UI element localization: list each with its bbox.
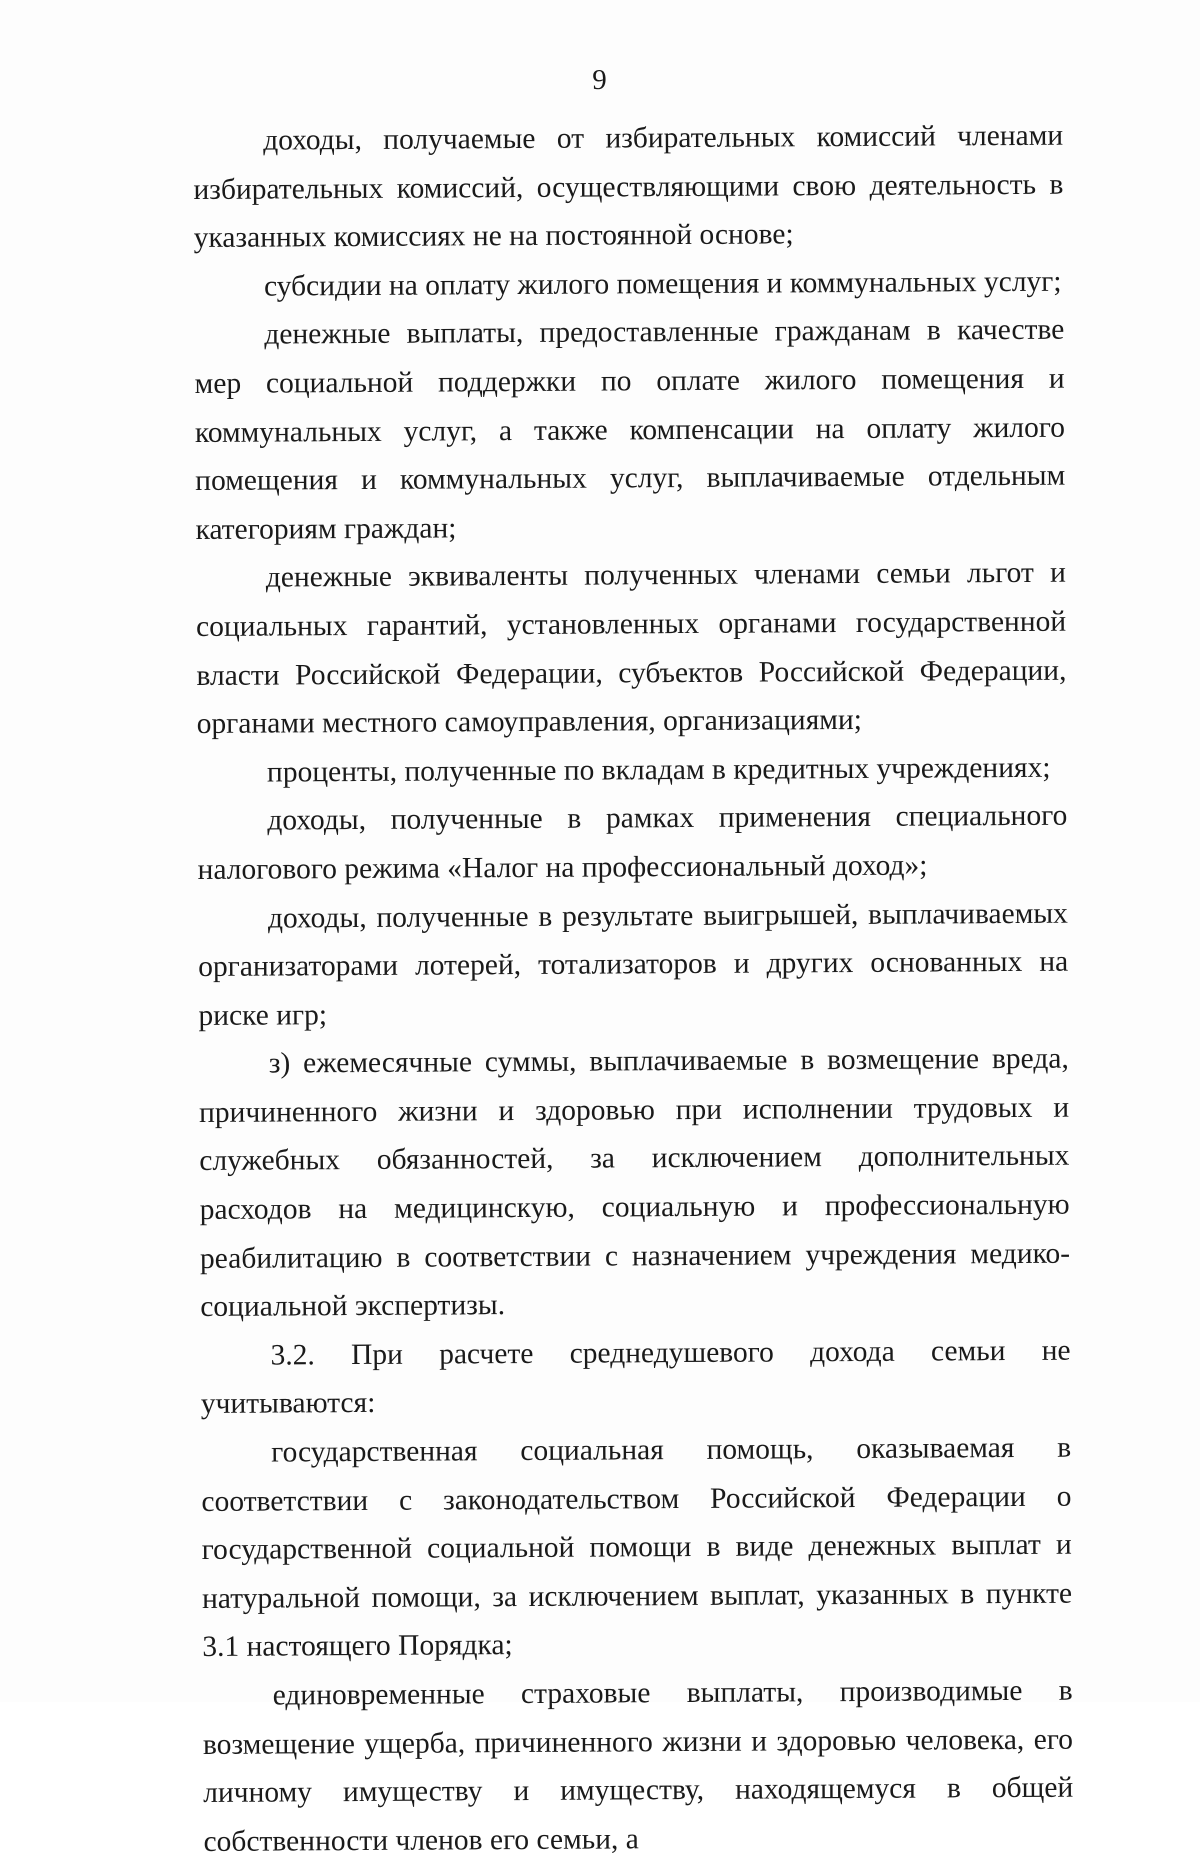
paragraph-cash-payments-housing: денежные выплаты, предоставленные гражданам в качестве мер социальной поддержки по оплате жилого помещения и коммунальных услуг, а также компенсации на оплату жилого помещения и коммунальных услуг, выплачиваемые отдельным категориям граждан; bbox=[194, 314, 1066, 546]
paragraph-state-social-assistance: государственная социальная помощь, оказываемая в соответствии с законодательством Российской Федерации о государственной социальной помощи в виде денежных выплат и натуральной помощи, за исключением выплат, указанных в пункте 3.1 настоящего Порядка; bbox=[201, 1431, 1073, 1664]
paragraph-professional-income-tax: доходы, полученные в рамках применения специального налогового режима «Налог на профессиональный доход»; bbox=[197, 799, 1068, 886]
paragraph-election-commission-income: доходы, получаемые от избирательных комиссий членами избирательных комиссий, осуществляющими свою деятельность в указанных комиссиях не на постоянной основе; bbox=[193, 119, 1064, 255]
paragraph-housing-subsidies: субсидии на оплату жилого помещения и коммунальных услуг; bbox=[263, 265, 1062, 303]
paragraph-benefit-equivalents: денежные эквиваленты полученных членами семьи льгот и социальных гарантий, установленных органами государственной власти Российской Федерации, субъектов Российской Федерации, органами местного самоуправления, организациями; bbox=[196, 557, 1067, 741]
paragraph-lottery-winnings: доходы, полученные в результате выигрышей, выплачиваемых организаторами лотерей, тотализаторов и других основанных на риске игр; bbox=[198, 897, 1069, 1032]
paragraph-deposit-interest: проценты, полученные по вкладам в кредитных учреждениях; bbox=[266, 751, 1051, 789]
page-number: 9 bbox=[592, 64, 608, 96]
body-text bbox=[193, 112, 1074, 1866]
paragraph-insurance-payments: единовременные страховые выплаты, производимые в возмещение ущерба, причиненного жизни и здоровью человека, его личному имуществу и имуществу, находящемуся в общей собственности членов его семьи, а bbox=[202, 1674, 1074, 1858]
paragraph-harm-compensation: з) ежемесячные суммы, выплачиваемые в возмещение вреда, причиненного жизни и здоровью при исполнении трудовых и служебных обязанностей, за исключением дополнительных расходов на медицинскую, социальную и профессиональную реабилитацию в соответствии с назначением учреждения медико-социальной экспертизы. bbox=[198, 1042, 1071, 1324]
section-heading-3-2: 3.2. При расчете среднедушевого дохода семьи не учитываются: bbox=[200, 1334, 1071, 1421]
